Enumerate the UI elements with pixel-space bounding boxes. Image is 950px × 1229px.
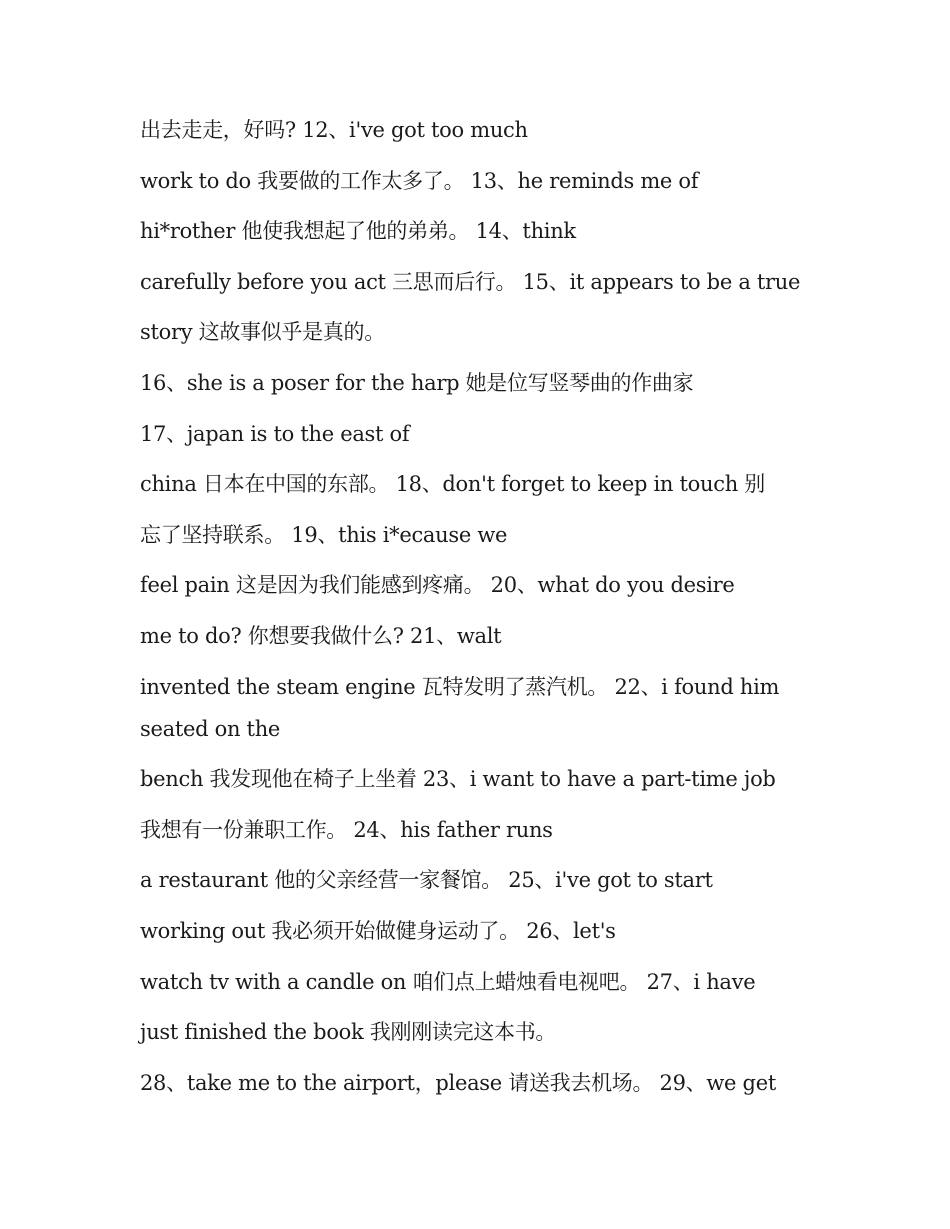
text-line: invented the steam engine 瓦特发明了蒸汽机。 22、i found him — [140, 674, 780, 699]
text-line: just finished the book 我刚刚读完这本书。 — [140, 1020, 557, 1045]
text-line: 我想有一份兼职工作。 24、his father runs — [140, 817, 553, 842]
text-line: seated on the — [140, 716, 281, 741]
text-line: a restaurant 他的父亲经营一家餐馆。 25、i've got to start — [140, 868, 713, 893]
text-line: hi*rother 他使我想起了他的弟弟。 14、think — [140, 219, 576, 244]
text-line: work to do 我要做的工作太多了。 13、he reminds me of — [140, 168, 699, 193]
text-line: working out 我必须开始做健身运动了。 26、let's — [140, 918, 616, 943]
text-line: watch tv with a candle on 咱们点上蜡烛看电视吧。 27、i have — [140, 969, 756, 994]
text-line: me to do? 你想要我做什么? 21、walt — [140, 623, 502, 648]
document-body — [140, 112, 840, 1115]
text-line: china 日本在中国的东部。 18、don't forget to keep in touch 别 — [140, 472, 765, 497]
text-line: 28、take me to the airport，please 请送我去机场。 29、we get — [140, 1070, 776, 1095]
text-line: 出去走走，好吗? 12、i've got too much — [140, 118, 528, 142]
text-line: story 这故事似乎是真的。 — [140, 320, 385, 345]
text-line: 16、she is a poser for the harp 她是位写竖琴曲的作曲家 — [140, 370, 694, 395]
text-line: feel pain 这是因为我们能感到疼痛。 20、what do you desire — [140, 573, 735, 598]
text-line: 忘了坚持联系。 19、this i*ecause we — [140, 522, 508, 547]
text-line: bench 我发现他在椅子上坐着 23、i want to have a part-time job — [140, 767, 776, 792]
text-line: carefully before you act 三思而后行。 15、it appears to be a true — [140, 269, 801, 294]
text-line: 17、japan is to the east of — [140, 421, 410, 446]
